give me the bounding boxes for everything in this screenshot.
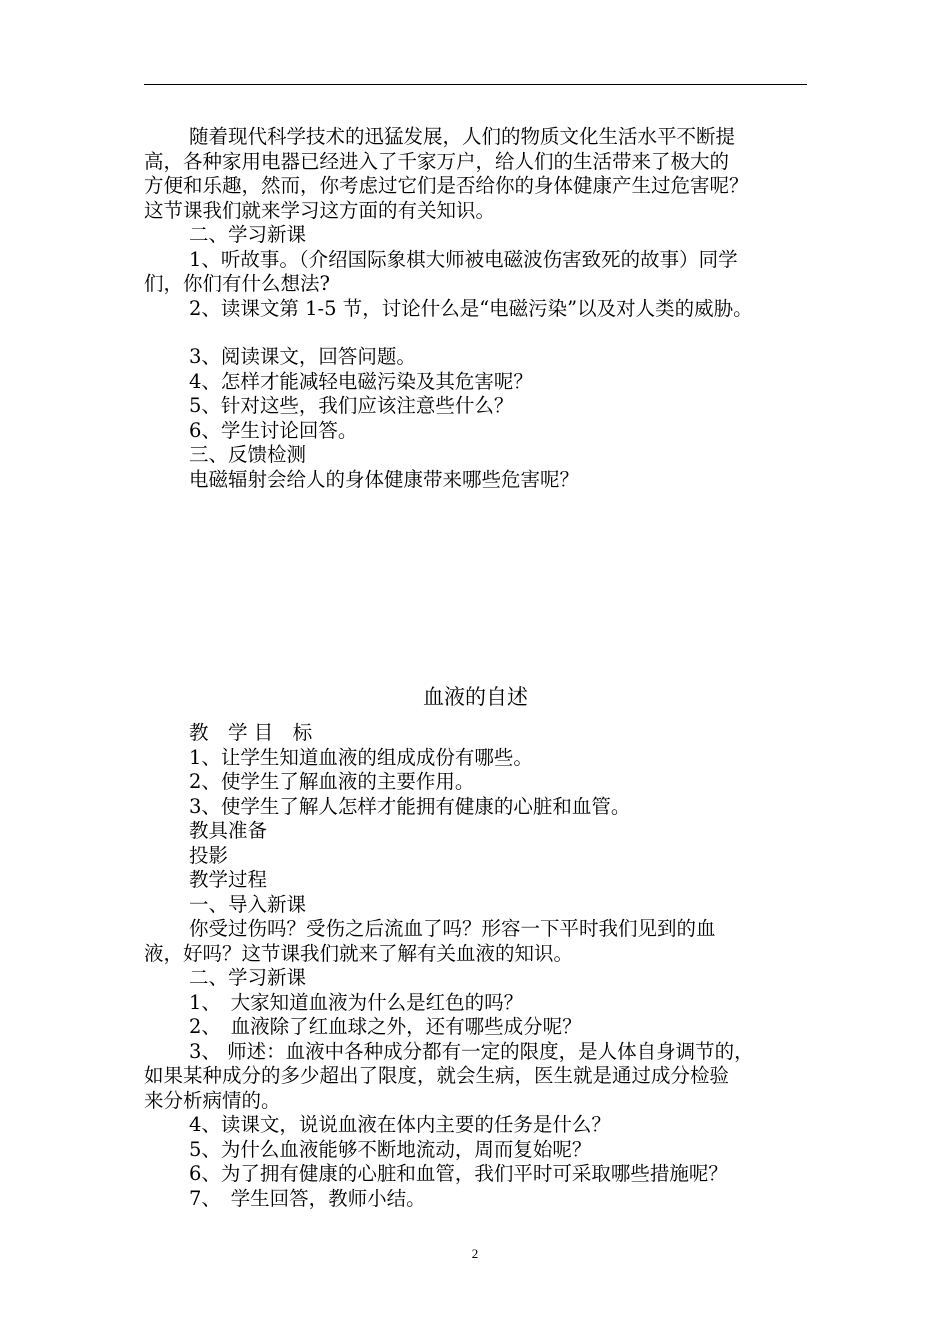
learn-heading: 二、学习新课 [189, 966, 307, 989]
intro-line: 这节课我们就来学习这方面的有关知识。 [144, 198, 496, 222]
list-item: 1、听故事。（介绍国际象棋大师被电磁波伤害致死的故事）同学 [189, 247, 738, 271]
step-item: 6、为了拥有健康的心脏和血管，我们平时可采取哪些措施呢？ [189, 1162, 728, 1185]
list-item-continuation: 们，你们有什么想法? [144, 272, 330, 295]
page-number: 2 [471, 1246, 479, 1261]
list-item: 4、怎样才能减轻电磁污染及其危害呢？ [189, 369, 533, 393]
goals-heading: 教 学 目 标 [189, 721, 313, 744]
step-item: 3、 师述：血液中各种成分都有一定的限度，是人体自身调节的， [189, 1039, 754, 1063]
step-item-continuation: 如果某种成分的多少超出了限度，就会生病，医生就是通过成分检验 [144, 1064, 730, 1087]
intro-heading: 一、导入新课 [189, 892, 307, 916]
section-heading-learn: 二、学习新课 [189, 223, 307, 246]
intro-paragraph: 你受过伤吗？受伤之后流血了吗？形容一下平时我们见到的血 [189, 917, 716, 940]
list-item: 2、读课文第 1-5 节，讨论什么是“电磁污染”以及对人类的威胁。 [189, 296, 753, 320]
section-heading-feedback: 三、反馈检测 [189, 443, 307, 466]
intro-line: 随着现代科学技术的迅猛发展，人们的物质文化生活水平不断提 [189, 125, 736, 148]
intro-line: 高，各种家用电器已经进入了千家万户，给人们的生活带来了极大的 [144, 149, 730, 173]
goal-item: 3、使学生了解人怎样才能拥有健康的心脏和血管。 [189, 794, 631, 818]
step-item-continuation: 来分析病情的。 [144, 1088, 281, 1112]
goal-item: 1、让学生知道血液的组成成份有哪些。 [189, 745, 533, 769]
lesson-title: 血液的自述 [423, 685, 528, 709]
goal-item: 2、使学生了解血液的主要作用。 [189, 770, 475, 793]
step-item: 2、 血液除了红血球之外，还有哪些成分呢？ [189, 1015, 582, 1038]
top-section [144, 125, 816, 492]
prep-heading: 教具准备 [189, 819, 268, 842]
step-item: 4、读课文，说说血液在体内主要的任务是什么？ [189, 1113, 611, 1136]
prep-item: 投影 [189, 843, 229, 867]
spacer [144, 321, 816, 345]
list-item: 5、针对这些，我们应该注意些什么？ [189, 394, 514, 417]
feedback-question: 电磁辐射会给人的身体健康带来哪些危害呢？ [189, 467, 580, 491]
intro-line: 方便和乐趣，然而，你考虑过它们是否给你的身体健康产生过危害呢？ [144, 174, 749, 197]
lesson-section [144, 721, 816, 1211]
step-item: 5、为什么血液能够不断地流动，周而复始呢？ [189, 1137, 592, 1161]
header-rule [144, 84, 807, 85]
intro-paragraph-continuation: 液，好吗？这节课我们就来了解有关血液的知识。 [144, 941, 574, 965]
step-item: 7、 学生回答，教师小结。 [189, 1186, 426, 1210]
process-heading: 教学过程 [189, 868, 268, 891]
list-item: 6、学生讨论回答。 [189, 418, 358, 442]
list-item: 3、阅读课文，回答问题。 [189, 345, 416, 368]
step-item: 1、 大家知道血液为什么是红色的吗？ [189, 990, 524, 1014]
